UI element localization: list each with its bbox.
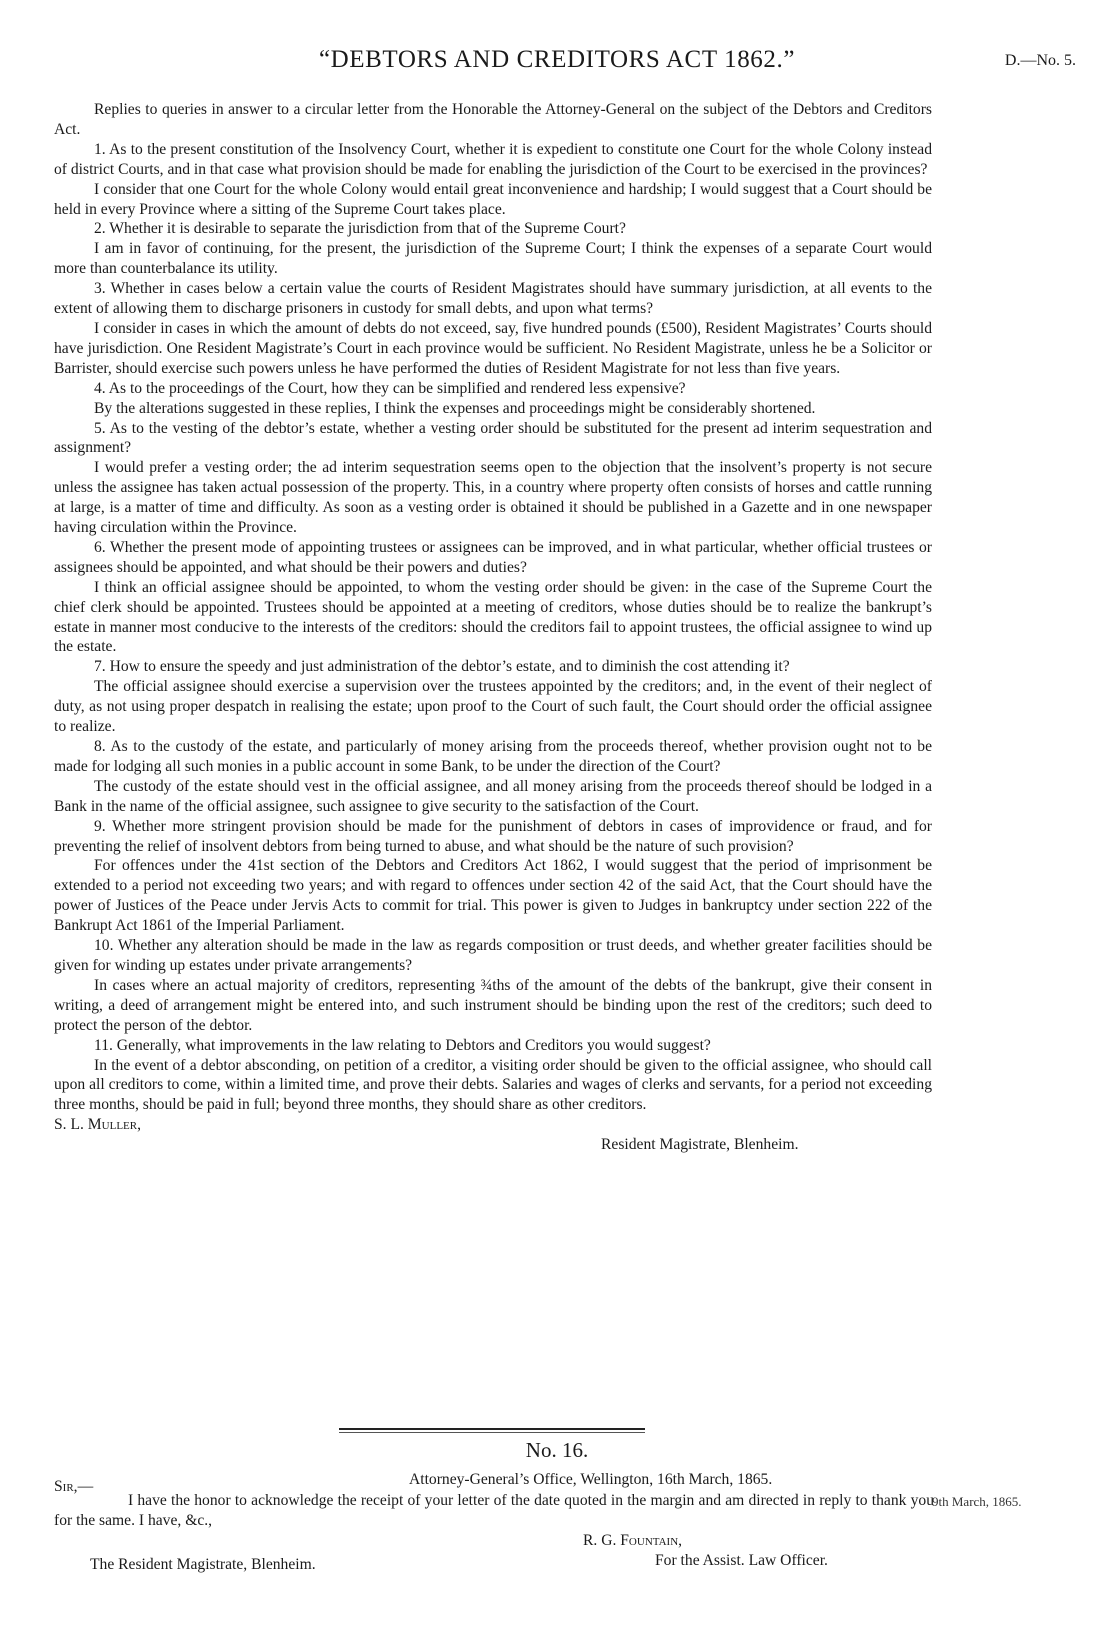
answer-paragraph: In cases where an actual majority of creditors, representing ¾ths of the amount of the debts of the bankrupt, give their consent in writing, a deed of arrangement might be entered into, and such instrument should be binding upon the rest of the creditors; such deed to protect the person of the debtor. bbox=[54, 976, 932, 1034]
question-paragraph: 11. Generally, what improvements in the law relating to Debtors and Creditors you would suggest? bbox=[94, 1036, 711, 1054]
margin-note: 9th March, 1865. bbox=[932, 1494, 1022, 1509]
answer-paragraph: In the event of a debtor absconding, on petition of a creditor, a visiting order should be given to the official assignee, who should call upon all creditors to come, within a limited time, and prove their debts. Salaries and wages of clerks and servants, for a period not exceeding three months, should be paid in full; beyond three months, they should share as other creditors. bbox=[54, 1056, 932, 1114]
answer-paragraph: I consider that one Court for the whole Colony would entail great inconvenience and hardship; I would suggest that a Court should be held in every Province where a sitting of the Supreme Court takes place. bbox=[54, 180, 932, 218]
answer-paragraph: The official assignee should exercise a supervision over the trustees appointed by the creditors; and, in the event of their neglect of duty, as not using proper despatch in realising the estate; upon proof to the Court of such fault, the Court should order the official assignee to realize. bbox=[54, 678, 932, 736]
signature-title-2: For the Assist. Law Officer. bbox=[655, 1552, 828, 1569]
section-divider bbox=[339, 1428, 645, 1433]
question-paragraph: 4. As to the proceedings of the Court, how they can be simplified and rendered less expensive? bbox=[94, 379, 686, 397]
document-reference: D.—No. 5. bbox=[1004, 52, 1076, 69]
question-paragraph: 5. As to the vesting of the debtor’s estate, whether a vesting order should be substituted for the present ad interim sequestration and assignment? bbox=[54, 419, 932, 457]
signature-name-1: S. L. Muller, bbox=[54, 1116, 141, 1134]
answer-paragraph: The custody of the estate should vest in the official assignee, and all money arising from the proceeds thereof should be lodged in a Bank in the name of the official assignee, such assignee to give security to the satisfaction of the Court. bbox=[54, 777, 932, 815]
answer-paragraph: I am in favor of continuing, for the present, the jurisdiction of the Supreme Court; I think the expenses of a separate Court would more than counterbalance its utility. bbox=[54, 240, 932, 278]
question-paragraph: 7. How to ensure the speedy and just administration of the debtor’s estate, and to diminish the cost attending it? bbox=[94, 658, 790, 676]
question-paragraph: 1. As to the present constitution of the Insolvency Court, whether it is expedient to constitute one Court for the whole Colony instead of district Courts, and in that case what provision should be made for enabling the jurisdiction of the Court to be exercised in the provinces? bbox=[54, 140, 932, 178]
addressee: The Resident Magistrate, Blenheim. bbox=[90, 1556, 316, 1573]
question-paragraph: 10. Whether any alteration should be made in the law as regards composition or trust deeds, and whether greater facilities should be given for winding up estates under private arrangements? bbox=[54, 937, 932, 974]
answer-paragraph: I think an official assignee should be appointed, to whom the vesting order should be given: in the case of the Supreme Court the chief clerk should be appointed. Trustees should be appointed at a meeting of creditors, whose duties should be to realize the bankrupt’s estate in manner most conducive to the interests of the creditors: should the creditors fail to appoint trustees, the official assignee to wind up the estate. bbox=[54, 578, 932, 656]
letter-body: I have the honor to acknowledge the receipt of your letter of the date quoted in the margin and am directed in reply to thank you for the same. I have, &c., bbox=[54, 1492, 934, 1529]
question-paragraph: 3. Whether in cases below a certain value the courts of Resident Magistrates should have summary jurisdiction, at all events to the extent of allowing them to discharge prisoners in custody for small debts, and upon what terms? bbox=[54, 280, 932, 318]
office-line: Attorney-General’s Office, Wellington, 16th March, 1865. bbox=[409, 1471, 773, 1488]
answer-paragraph: I consider in cases in which the amount of debts do not exceed, say, five hundred pounds (£500), Resident Magistrates’ Courts should have jurisdiction. One Resident Magistrate’s Court in each province would be sufficient. No Resident Magistrate, unless he be a Solicitor or Barrister, should exercise such powers unless he have performed the duties of Resident Magistrate for not less than five years. bbox=[54, 319, 932, 377]
answer-paragraph: For offences under the 41st section of the Debtors and Creditors Act 1862, I would suggest that the period of imprisonment be extended to a period not exceeding two years; and with regard to offences under section 42 of the said Act, that the Court should have the power of Justices of the Peace under Jervis Acts to commit for trial. This power is given to Judges in bankruptcy under section 222 of the Bankrupt Act 1861 of the Imperial Parliament. bbox=[54, 857, 932, 935]
replies-body bbox=[54, 100, 932, 1155]
signature-name-2: R. G. Fountain, bbox=[583, 1532, 683, 1549]
intro-paragraph: Replies to queries in answer to a circular letter from the Honorable the Attorney-General on the subject of the Debtors and Creditors Act. bbox=[54, 101, 932, 138]
answer-paragraph: I would prefer a vesting order; the ad interim sequestration seems open to the objection that the insolvent’s property is not secure unless the assignee has taken actual possession of the property. This, in a country where property often consists of horses and cattle running at large, is a matter of time and difficulty. As soon as a vesting order is obtained it should be published in a Gazette and in one newspaper having circulation within the Province. bbox=[54, 459, 932, 537]
signature-title-1: Resident Magistrate, Blenheim. bbox=[601, 1136, 799, 1154]
question-paragraph: 8. As to the custody of the estate, and particularly of money arising from the proceeds thereof, whether provision ought not to be made for lodging all such monies in a public account in some Bank, to be under the direction of the Court? bbox=[54, 738, 932, 775]
letter-number: No. 16. bbox=[525, 1438, 589, 1462]
question-paragraph: 2. Whether it is desirable to separate the jurisdiction from that of the Supreme Court? bbox=[94, 220, 626, 238]
salutation: Sir,— bbox=[54, 1478, 94, 1495]
question-paragraph: 9. Whether more stringent provision should be made for the punishment of debtors in cases of improvidence or fraud, and for preventing the relief of insolvent debtors from being turned to abuse, and what should be the nature of such provision? bbox=[54, 817, 932, 855]
page-title: “DEBTORS AND CREDITORS ACT 1862.” bbox=[318, 46, 796, 73]
question-paragraph: 6. Whether the present mode of appointing trustees or assignees can be improved, and in what particular, whether official trustees or assignees should be appointed, and what should be their powers and duties? bbox=[54, 538, 932, 576]
answer-paragraph: By the alterations suggested in these replies, I think the expenses and proceedings might be considerably shortened. bbox=[94, 399, 816, 417]
